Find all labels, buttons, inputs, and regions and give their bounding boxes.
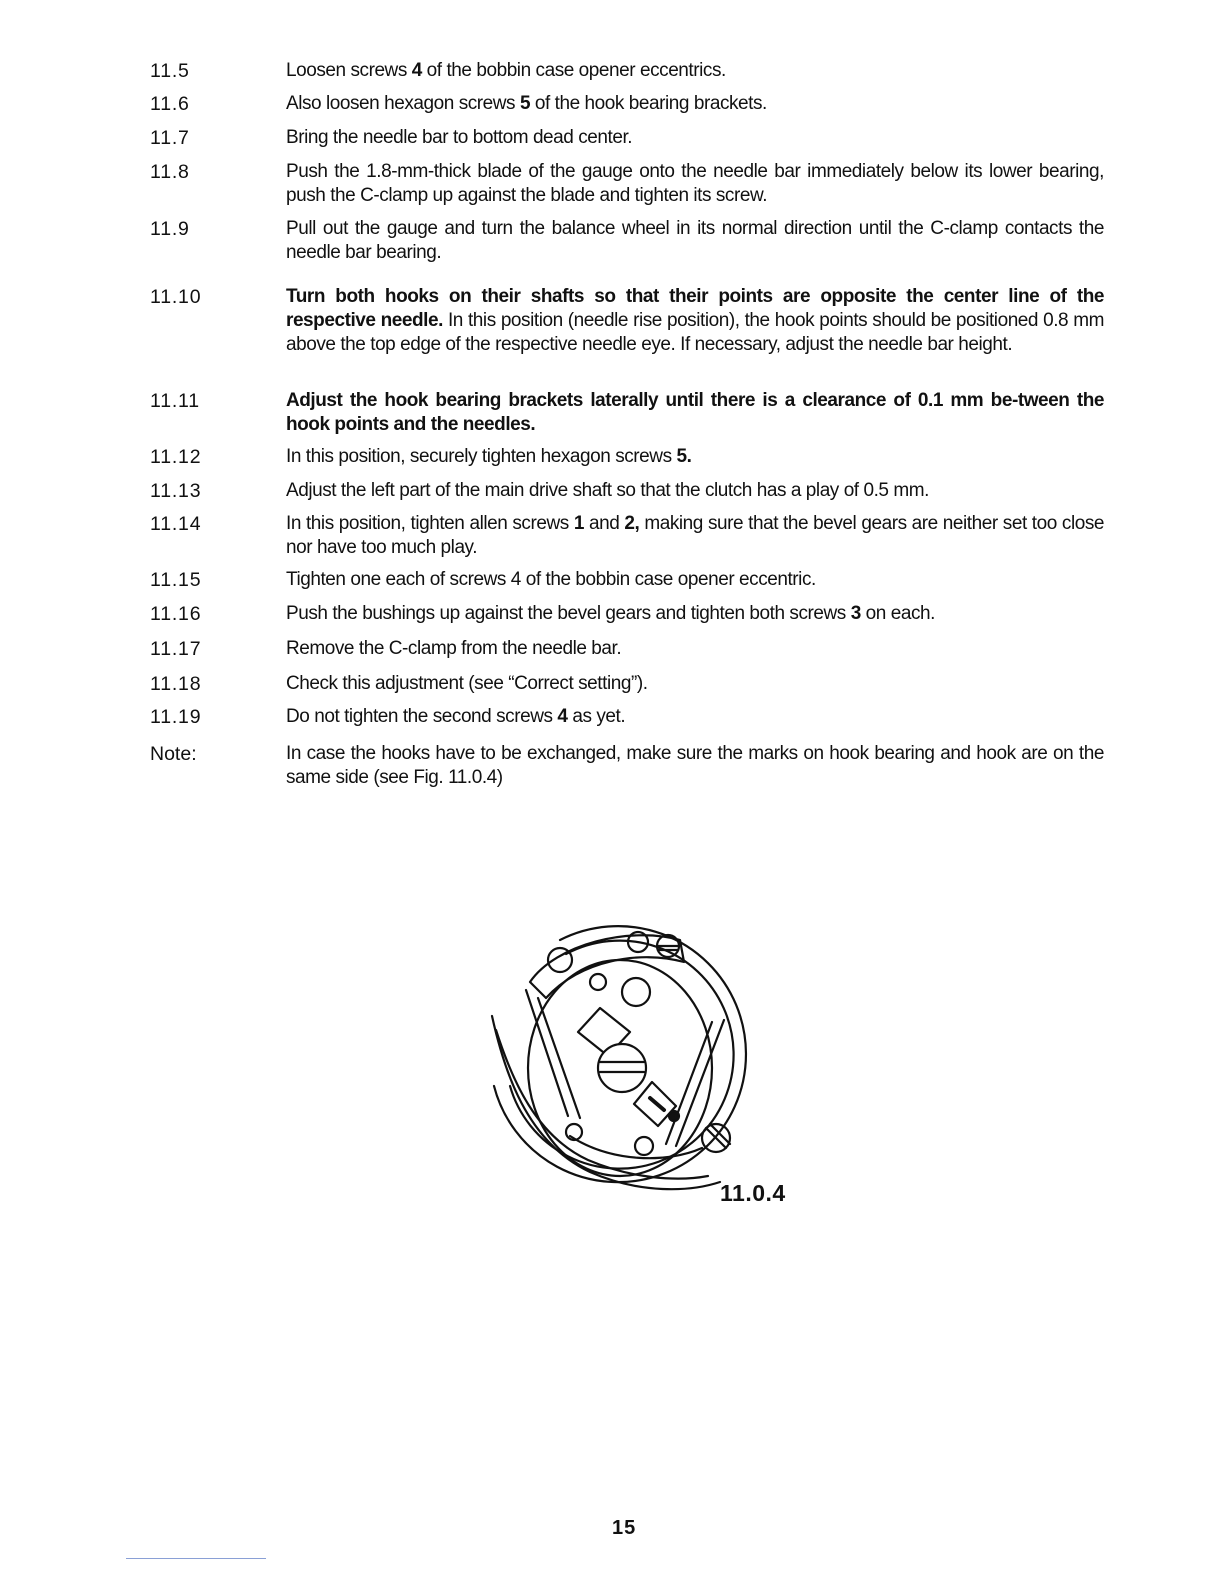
step-text: Loosen screws 4 of the bobbin case opener eccentrics. xyxy=(286,60,726,81)
step-number: 11.5 xyxy=(150,60,190,82)
step-number: 11.6 xyxy=(150,93,190,115)
step-text: Pull out the gauge and turn the balance wheel in its normal direction until the C-clamp contacts the needle bar bearing. xyxy=(286,218,1104,263)
step-text: Turn both hooks on their shafts so that their points are opposite the center line of the respective needle. In this position (needle rise position), the hook points should be positioned 0.8 mm above the top edge of the respective needle eye. If necessary, adjust the needle bar height. xyxy=(286,286,1104,355)
step-number: 11.10 xyxy=(150,286,202,308)
gib-plate xyxy=(530,935,684,998)
step-number: 11.14 xyxy=(150,513,202,535)
step-text: In this position, securely tighten hexagon screws 5. xyxy=(286,446,692,467)
step-text: Push the 1.8-mm-thick blade of the gauge onto the needle bar immediately below its lower bearing, push the C-clamp up against the blade and tighten its screw. xyxy=(286,161,1104,206)
note-label: Note: xyxy=(150,743,197,765)
step-text: Check this adjustment (see “Correct setting”). xyxy=(286,673,648,694)
latch-mark xyxy=(650,1098,664,1110)
step-text: Push the bushings up against the bevel gears and tighten both screws 3 on each. xyxy=(286,603,935,624)
step-text: Also loosen hexagon screws 5 of the hook bearing brackets. xyxy=(286,93,767,114)
step-text: In this position, tighten allen screws 1 and 2, making sure that the bevel gears are neither set too close nor have too much play. xyxy=(286,513,1105,558)
hole-b xyxy=(622,978,650,1006)
page-number: 15 xyxy=(612,1517,637,1539)
step-number: 11.18 xyxy=(150,673,202,695)
hole-a xyxy=(590,974,606,990)
left-slot-inner xyxy=(538,998,580,1118)
hole-d xyxy=(635,1137,653,1155)
step-text: Remove the C-clamp from the needle bar. xyxy=(286,638,622,659)
mark-dot xyxy=(669,1111,679,1121)
step-number: 11.11 xyxy=(150,390,200,412)
step-number: 11.19 xyxy=(150,706,202,728)
step-text: Do not tighten the second screws 4 as yet. xyxy=(286,706,626,727)
step-number: 11.13 xyxy=(150,480,202,502)
right-slot-inner xyxy=(666,1022,712,1144)
step-number: 11.7 xyxy=(150,127,190,149)
center-screw xyxy=(598,1044,646,1092)
step-number: 11.15 xyxy=(150,569,202,591)
figure-label: 11.0.4 xyxy=(720,1180,786,1206)
step-number: 11.17 xyxy=(150,638,202,660)
step-text: Tighten one each of screws 4 of the bobbin case opener eccentric. xyxy=(286,569,816,590)
note-text: In case the hooks have to be exchanged, make sure the marks on hook bearing and hook are on the same side (see Fig. 11.0.4) xyxy=(286,743,1104,788)
step-number: 11.16 xyxy=(150,603,202,625)
step-number: 11.8 xyxy=(150,161,190,183)
step-number: 11.9 xyxy=(150,218,190,240)
step-text: Adjust the left part of the main drive shaft so that the clutch has a play of 0.5 mm. xyxy=(286,480,929,501)
step-number: 11.12 xyxy=(150,446,202,468)
right-slot xyxy=(676,1020,724,1146)
footnote-rule xyxy=(126,1558,266,1559)
step-text: Bring the needle bar to bottom dead center. xyxy=(286,127,633,148)
step-text: Adjust the hook bearing brackets laterally until there is a clearance of 0.1 mm be-tween the hook points and the needles. xyxy=(286,390,1104,435)
